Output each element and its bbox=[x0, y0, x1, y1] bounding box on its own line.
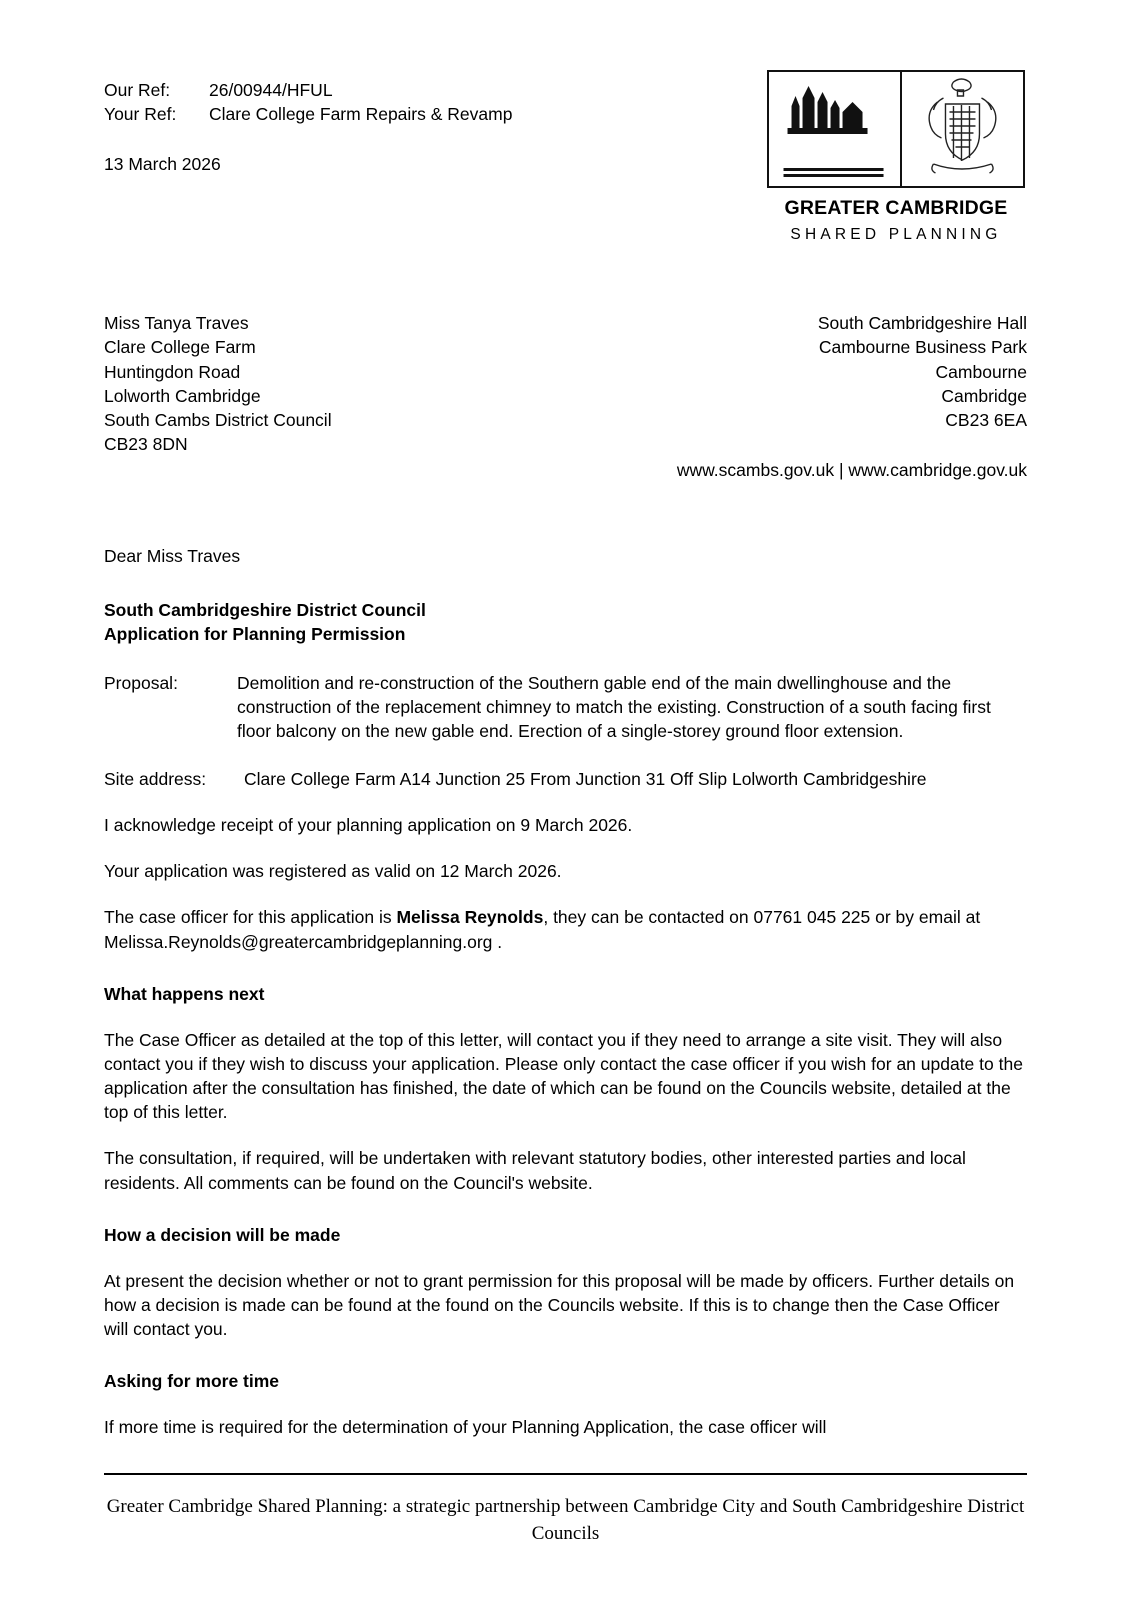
site-address-row bbox=[104, 767, 1027, 791]
case-officer-suffix: , they can be contacted on 07761 045 225 or by email at Melissa.Reynolds@greatercambridgeplanning.org . bbox=[104, 907, 981, 952]
sender-line-5: CB23 6EA bbox=[945, 409, 1027, 430]
page-footer bbox=[104, 1473, 1027, 1548]
recipient-line-1: Miss Tanya Traves bbox=[104, 313, 249, 334]
sender-address-wrap bbox=[677, 311, 1027, 482]
letter-date: 13 March 2026 bbox=[104, 154, 221, 175]
cathedral-and-c-monogram-icon bbox=[769, 72, 902, 186]
case-officer-name: Melissa Reynolds bbox=[396, 907, 544, 928]
what-happens-next-heading: What happens next bbox=[104, 983, 265, 1004]
logo-subtitle: SHARED PLANNING bbox=[790, 225, 1002, 243]
our-ref-row bbox=[104, 78, 512, 102]
sender-line-3: Cambourne bbox=[935, 361, 1027, 382]
case-officer-prefix: The case officer for this application is bbox=[104, 907, 397, 928]
sender-line-1: South Cambridgeshire Hall bbox=[817, 313, 1027, 334]
more-time-heading: Asking for more time bbox=[104, 1371, 280, 1392]
heraldic-crest-icon bbox=[902, 72, 1023, 186]
registration-paragraph: Your application was registered as valid on 12 March 2026. bbox=[104, 861, 562, 882]
your-ref-value: Clare College Farm Repairs & Revamp bbox=[209, 104, 513, 125]
sender-line-2: Cambourne Business Park bbox=[818, 337, 1027, 358]
proposal-row bbox=[104, 671, 1027, 743]
sender-address bbox=[677, 311, 1027, 432]
case-officer-paragraph bbox=[104, 905, 1027, 953]
site-address-text: Clare College Farm A14 Junction 25 From Junction 31 Off Slip Lolworth Cambridgeshire bbox=[244, 768, 927, 789]
your-ref-row bbox=[104, 102, 512, 126]
our-ref-value: 26/00944/HFUL bbox=[209, 80, 333, 100]
decision-paragraph: At present the decision whether or not to grant permission for this proposal will be made by officers. Further details on how a decision is made can be found at the found on the Councils website. If this is to change then the Case Officer will contact you. bbox=[104, 1270, 1015, 1340]
sender-line-4: Cambridge bbox=[941, 385, 1027, 406]
decision-heading: How a decision will be made bbox=[104, 1224, 341, 1245]
recipient-address bbox=[104, 311, 332, 482]
more-time-paragraph: If more time is required for the determination of your Planning Application, the case officer will bbox=[104, 1417, 827, 1438]
recipient-line-5: South Cambs District Council bbox=[104, 409, 332, 430]
footer-divider bbox=[104, 1473, 1027, 1475]
salutation: Dear Miss Traves bbox=[104, 546, 241, 567]
site-address-label: Site address: bbox=[104, 768, 207, 789]
recipient-line-6: CB23 8DN bbox=[104, 433, 188, 454]
what-happens-next-paragraph-2: The consultation, if required, will be undertaken with relevant statutory bodies, other interested parties and local residents. All comments can be found on the Council's website. bbox=[104, 1148, 966, 1193]
our-ref-label: Our Ref: bbox=[104, 80, 171, 100]
footer-text: Greater Cambridge Shared Planning: a strategic partnership between Cambridge City and South Cambridgeshire District Councils bbox=[106, 1495, 1025, 1545]
council-heading: South Cambridgeshire District Council bbox=[104, 600, 426, 621]
proposal-label: Proposal: bbox=[104, 672, 178, 693]
your-ref-label: Your Ref: bbox=[104, 104, 177, 125]
what-happens-next-paragraph-1: The Case Officer as detailed at the top of this letter, will contact you if they need to arrange a site visit. They will also contact you if they wish to discuss your application. Please only contact the case officer if you wish for an update to the application after the consultation has finished, the date of which can be found on the Councils website, detailed at the top of this letter. bbox=[104, 1029, 1023, 1123]
reference-block bbox=[104, 70, 512, 176]
recipient-line-2: Clare College Farm bbox=[104, 337, 256, 358]
website-links[interactable]: www.scambs.gov.uk | www.cambridge.gov.uk bbox=[676, 459, 1027, 480]
proposal-text: Demolition and re-construction of the Southern gable end of the main dwellinghouse and the construction of the replacement chimney to match the existing. Construction of a south facing first floor balcony on the new gable end. Erection of a single-storey ground floor extension. bbox=[237, 672, 991, 741]
recipient-line-3: Huntingdon Road bbox=[104, 361, 241, 382]
address-block bbox=[104, 311, 1027, 482]
logo-title: GREATER CAMBRIDGE bbox=[784, 197, 1008, 219]
letter-header bbox=[104, 70, 1027, 245]
recipient-line-4: Lolworth Cambridge bbox=[104, 385, 261, 406]
logo-block bbox=[767, 70, 1025, 245]
logo-box bbox=[767, 70, 1025, 188]
application-heading: Application for Planning Permission bbox=[104, 624, 406, 645]
acknowledgement-paragraph: I acknowledge receipt of your planning application on 9 March 2026. bbox=[104, 815, 633, 836]
